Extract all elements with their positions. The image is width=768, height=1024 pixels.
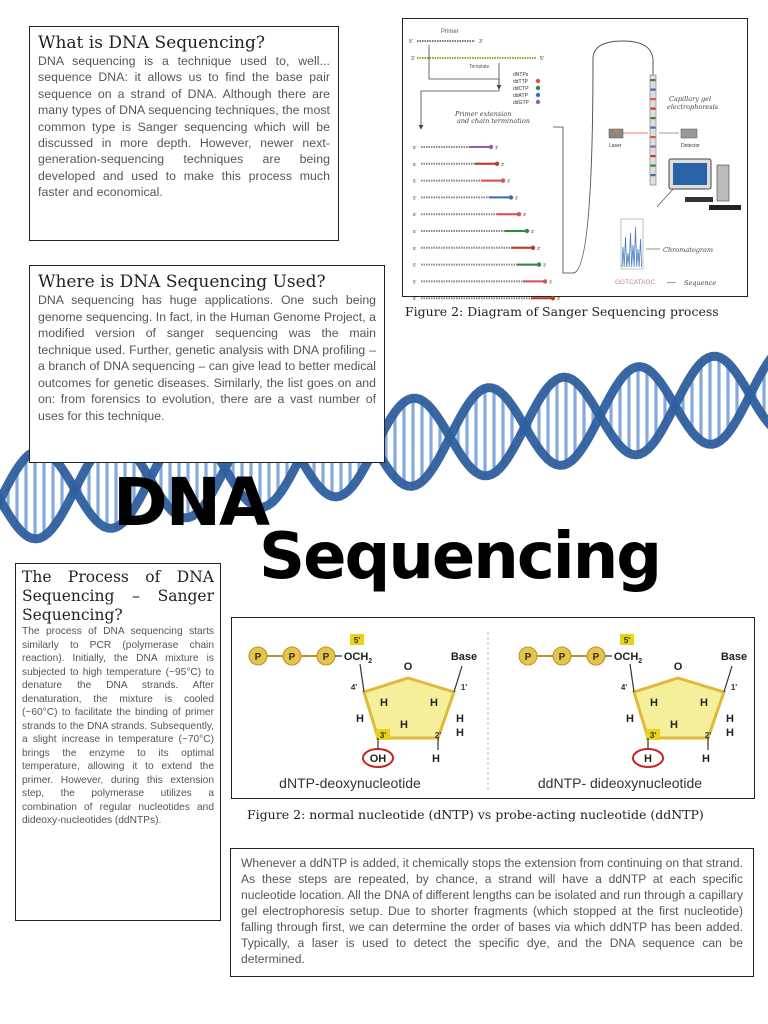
ring-oxygen: O xyxy=(403,661,413,673)
three-prime-group: H xyxy=(644,753,652,765)
gel-band xyxy=(651,127,656,129)
sequence-arrow: ⟵ xyxy=(667,279,677,287)
c1-label: 1' xyxy=(730,683,738,692)
fragment-3-label: 3' xyxy=(523,212,527,218)
fragment-3-label: 3' xyxy=(537,245,541,251)
process-body: The process of DNA sequencing starts similarly to PCR (polymerase chain reaction). Initially, the DNA mixture is subjected to high temperature (~95°C) to denature the DNA strands. After denaturation, the mixture is cooled (~60°C) to facilitate the binding of primer strands to the DNA strands. Subsequently, a slight increase in temperature (~70°C) brings the enzyme to its optimal temperature, allowing it to extend the primer. However, during this extension step, the polymerase utilizes a combination of regular nucleotides and dideoxy-nucleotides (ddNTPs). xyxy=(22,626,214,826)
laser-light xyxy=(614,129,617,132)
fragment-5-label: 5' xyxy=(413,195,417,201)
fragment-ddntp-dot xyxy=(551,296,555,300)
fragment-3-label: 3' xyxy=(515,195,519,201)
c5-label: 5' xyxy=(353,636,361,645)
c3-label: 3' xyxy=(649,731,657,740)
h-c1-out: H xyxy=(456,713,464,725)
h-c2: H xyxy=(456,727,464,739)
dntp-legend xyxy=(513,72,540,106)
gel-band xyxy=(651,165,656,167)
c4-label: 4' xyxy=(350,683,358,692)
ddntp-explanation-section xyxy=(230,848,754,977)
template-label: Template xyxy=(469,64,490,70)
phosphate-label: P xyxy=(592,652,600,663)
fragment-ddntp-dot xyxy=(531,246,535,250)
gel-band xyxy=(651,136,656,138)
detector-label: Detector xyxy=(681,143,700,149)
fragment-5-label: 5' xyxy=(413,145,417,150)
flow-arrow-to-gel xyxy=(553,127,573,273)
fragment-5-label: 5' xyxy=(413,161,417,167)
phosphate-label: P xyxy=(254,652,262,663)
h-c1: H xyxy=(700,697,708,709)
fragment-5-label: 5' xyxy=(413,245,417,251)
ddctp-dot xyxy=(536,86,540,90)
c4-c5-bond xyxy=(360,664,364,692)
title-dna: DNA xyxy=(113,464,269,541)
phosphate-label: P xyxy=(322,652,330,663)
ddttp-dot xyxy=(536,79,540,83)
h-c1-out: H xyxy=(726,713,734,725)
template-5-label: 5' xyxy=(540,56,544,62)
gel-band xyxy=(651,146,656,148)
och2-label: $OCH_2$ xyxy=(343,651,373,665)
ddatp-dot xyxy=(536,93,540,97)
h-c3: H xyxy=(400,719,408,731)
fragment-3-label: 3' xyxy=(531,229,535,234)
c5-label: 5' xyxy=(623,636,631,645)
fragment-ddntp-dot xyxy=(537,262,541,266)
fragment-ddntp-dot xyxy=(495,162,499,166)
three-prime-group: OH xyxy=(369,753,387,765)
chromatogram-label: Chromatogram xyxy=(663,246,714,254)
h-c4-out: H xyxy=(356,713,364,725)
gel-band xyxy=(651,117,656,119)
fragment-ddntp-dot xyxy=(509,195,513,199)
primer-3-label: 3' xyxy=(479,39,483,45)
fragment-ddntp-dot xyxy=(489,145,493,149)
fragment-5-label: 5' xyxy=(413,178,417,184)
computer-tower xyxy=(717,165,729,201)
ddgtp-label: ddGTP xyxy=(513,100,529,106)
fragment-ddntp-dot xyxy=(517,212,521,216)
fragment-3-label: 3' xyxy=(549,279,553,285)
och2-label: $OCH_2$ xyxy=(613,651,643,665)
laser-label: Laser xyxy=(609,143,622,149)
sanger-diagram-svg xyxy=(403,19,749,302)
computer-keyboard-2 xyxy=(709,205,741,210)
c1-label: 1' xyxy=(460,683,468,692)
title-sequencing: Sequencing xyxy=(259,520,661,594)
figure-1-caption: Figure 2: Diagram of Sanger Sequencing process xyxy=(405,304,719,319)
dntps-label: dNTPs xyxy=(513,72,529,78)
gel-band xyxy=(651,174,656,176)
fragment-ddntp-dot xyxy=(501,178,505,182)
sanger-sequencing-diagram xyxy=(402,18,748,302)
where-is-dna-sequencing-used-section xyxy=(29,265,385,463)
gel-band xyxy=(651,108,656,110)
computer-arrow xyxy=(657,189,673,207)
c4-c5-bond xyxy=(630,664,634,692)
h-c3: H xyxy=(670,719,678,731)
fragment-5-label: 5' xyxy=(413,262,417,268)
terminated-fragments xyxy=(413,145,561,301)
phosphate-label: P xyxy=(524,652,532,663)
ring-oxygen: O xyxy=(673,661,683,673)
fragment-5-label: 5' xyxy=(413,279,417,285)
fragment-5-label: 5' xyxy=(413,212,417,218)
what-heading: What is DNA Sequencing? xyxy=(38,33,265,53)
fragment-ddntp-dot xyxy=(543,279,547,283)
where-body: DNA sequencing has huge applications. One such being genome sequencing. In fact, in the Human Genome Project, a modified version of sanger sequencing was the main technique used. Further, genetic analysis with DNA profiling – a branch of DNA sequencing – can give lead to better medical outcomes for genetic diseases. Similarly, the list goes on and on: from forensics to evolution, there are a vast number of uses for this technique. xyxy=(38,293,376,423)
primer-label: Primer xyxy=(441,29,459,35)
dntp-structure xyxy=(249,634,477,791)
h-c4-out: H xyxy=(626,713,634,725)
gel-band xyxy=(651,89,656,91)
where-heading: Where is DNA Sequencing Used? xyxy=(38,272,326,292)
sanger-process-section xyxy=(15,563,221,921)
what-is-dna-sequencing-section xyxy=(29,26,339,241)
fragment-5-label: 5' xyxy=(413,229,417,234)
capillary-label-2: electrophoresis xyxy=(667,103,719,111)
computer-screen xyxy=(673,163,707,185)
sequence-value: GGTCATAGC xyxy=(615,279,656,286)
detector-device xyxy=(681,129,697,138)
c2-label: 2' xyxy=(434,731,442,740)
h-c2: H xyxy=(726,727,734,739)
capillary-label-1: Capillary gel xyxy=(669,95,712,103)
nucleotide-name: ddNTP- dideoxynucleotide xyxy=(537,775,703,791)
ddatp-label: ddATP xyxy=(513,93,528,99)
h-c1: H xyxy=(430,697,438,709)
ddctp-label: ddCTP xyxy=(513,86,529,92)
nucleotide-comparison-figure xyxy=(231,617,755,799)
fragment-3-label: 3' xyxy=(557,296,561,302)
c3-label: 3' xyxy=(379,731,387,740)
fragment-3-label: 3' xyxy=(507,178,511,184)
gel-band xyxy=(651,98,656,100)
process-heading: The Process of DNA Sequencing – Sanger Sequencing? xyxy=(22,568,214,624)
phosphate-label: P xyxy=(558,652,566,663)
nucleotide-name: dNTP-deoxynucleotide xyxy=(279,775,421,791)
primer-extension-label-2: and chain termination xyxy=(457,117,530,125)
computer-keyboard xyxy=(685,197,713,202)
phosphate-label: P xyxy=(288,652,296,663)
nucleotide-svg xyxy=(232,618,756,800)
fragment-3-label: 3' xyxy=(501,161,505,167)
fragment-5-label: 5' xyxy=(413,296,417,302)
primer-5-label: 5' xyxy=(409,39,413,45)
c2-label: 2' xyxy=(704,731,712,740)
h-c4: H xyxy=(380,697,388,709)
gel-band xyxy=(651,155,656,157)
capillary-gel xyxy=(650,75,656,185)
fragment-3-label: 3' xyxy=(543,262,547,268)
h-c2-down: H xyxy=(702,753,710,765)
ddntp-structure xyxy=(519,634,747,791)
ddttp-label: ddTTP xyxy=(513,79,529,85)
ddgtp-dot xyxy=(536,100,540,104)
fragment-ddntp-dot xyxy=(525,229,529,233)
h-c4: H xyxy=(650,697,658,709)
template-3-label: 3' xyxy=(411,56,415,62)
c4-label: 4' xyxy=(620,683,628,692)
primer-extension-label-1: Primer extension xyxy=(455,110,512,118)
what-body: DNA sequencing is a technique used to, well... sequence DNA: it allows us to find the base pair sequence on a strand of DNA. Although there are many types of DNA sequencing techniques, the most common type is Sanger sequencing which will be discussed in more depth. However, newer next-generation-sequencing techniques are being developed and used to make this process much faster and economical. xyxy=(38,54,330,200)
figure-2-caption: Figure 2: normal nucleotide (dNTP) vs probe-acting nucleotide (ddNTP) xyxy=(247,807,704,822)
base-label: Base xyxy=(450,651,478,663)
ddntp-body: Whenever a ddNTP is added, it chemically stops the extension from continuing on that strand. As these steps are repeated, by chance, a strand will have a ddNTP at each specific nucleotide location. All the DNA of different lengths can be isolated and run through a capillary gel electrophoresis setup. Due to shorter fragments (which stopped at the first nucleotide) falling through first, we can determine the order of bases via which ddNTP has been added. Typically, a laser is used to detect the specific dye, and the DNA sequence can be determined. xyxy=(241,856,743,966)
gel-band xyxy=(651,79,656,81)
base-label: Base xyxy=(720,651,748,663)
fragment-3-label: 3' xyxy=(495,145,499,150)
sequence-label: Sequence xyxy=(684,279,717,287)
h-c2-down: H xyxy=(432,753,440,765)
